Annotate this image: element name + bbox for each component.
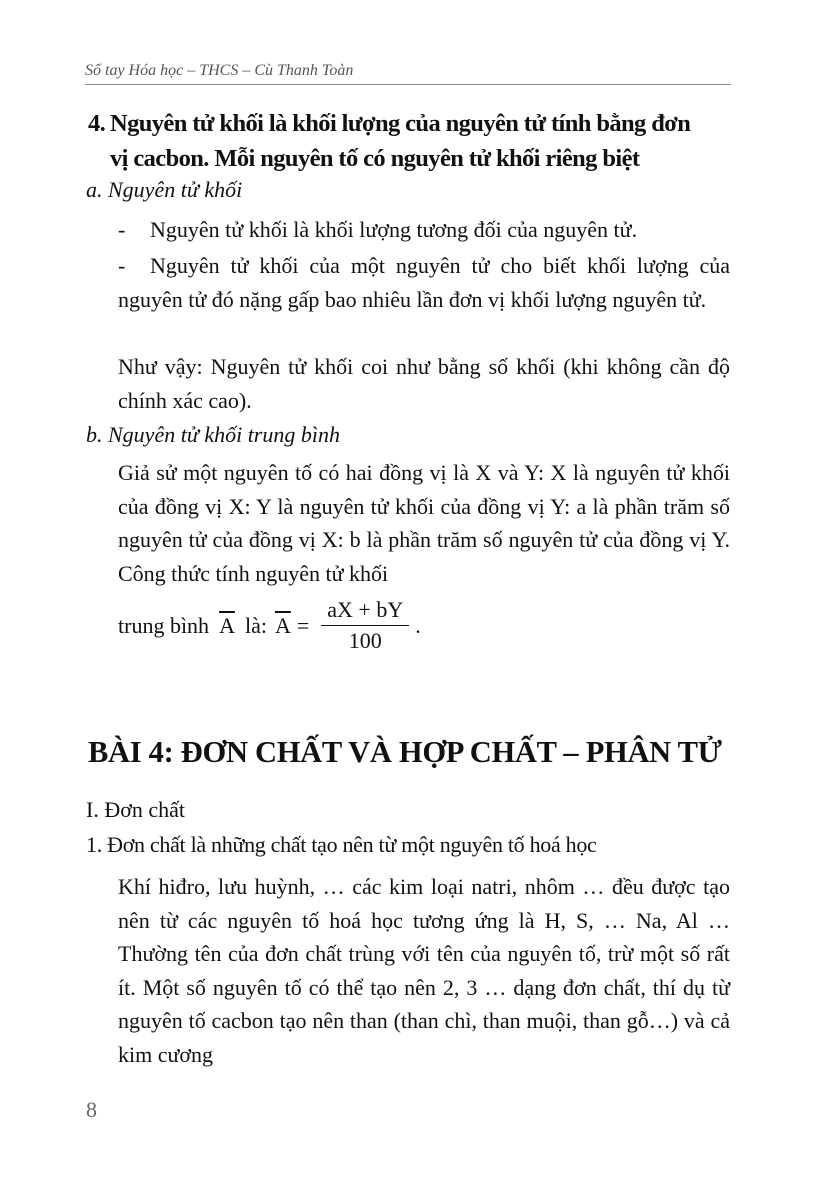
a-bar-symbol: $\overline{A}$ xyxy=(219,612,235,638)
bullet-item xyxy=(118,213,730,247)
elemental-substance-paragraph: Khí hiđro, lưu huỳnh, … các kim loại natri, nhôm … đều được tạo nên từ các nguyên tố hoá học tương ứng là H, S, … Na, Al … Thường tên của đơn chất trùng với tên của nguyên tố, trừ một số rất ít. Một số nguyên tố có thể tạo nên 2, 3 … dạng đơn chất, thí dụ từ nguyên tố cacbon tạo nên than (than chì, than muội, than gỗ…) và cả kim cương xyxy=(118,874,730,1067)
bullet-item xyxy=(118,249,730,316)
formula-prefix: trung bình xyxy=(118,612,210,638)
bullet-text: Nguyên tử khối của một nguyên tử cho biết khối lượng của nguyên tử đó nặng gấp bao nhiêu lần đơn vị khối lượng nguyên tử. xyxy=(118,253,730,312)
denominator: 100 xyxy=(348,628,382,653)
fraction xyxy=(321,597,409,654)
formula-mid: là: xyxy=(244,612,267,638)
formula-end: . xyxy=(415,612,421,638)
section-4-heading xyxy=(88,106,733,176)
subheading-b: b. Nguyên tử khối trung bình xyxy=(86,422,340,447)
running-title: Sổ tay Hóa học – THCS – Cù Thanh Toàn xyxy=(85,62,354,79)
note-paragraph: Như vậy: Nguyên tử khối coi như bằng số khối (khi không cần độ chính xác cao). xyxy=(118,354,730,413)
item-1-heading: 1. Đơn chất là những chất tạo nên từ một nguyên tố hoá học xyxy=(86,832,597,857)
running-header xyxy=(85,62,731,85)
bullet-text: Nguyên tử khối là khối lượng tương đối của nguyên tử. xyxy=(150,217,638,242)
average-mass-formula xyxy=(118,597,421,654)
dash-bullet: - xyxy=(118,253,126,278)
section-i-heading: I. Đơn chất xyxy=(86,797,185,822)
section-number: 4. xyxy=(88,110,106,137)
equals-sign: = xyxy=(296,612,310,638)
dash-bullet: - xyxy=(118,217,126,242)
lesson-title: BÀI 4: ĐƠN CHẤT VÀ HỢP CHẤT – PHÂN TỬ xyxy=(88,735,722,769)
isotope-paragraph: Giả sử một nguyên tố có hai đồng vị là X và Y: X là nguyên tử khối của đồng vị X: Y là nguyên tử khối của đồng vị Y: a là phần trăm số nguyên tử của đồng vị X: b là phần trăm số nguyên tử của đồng vị Y. Công thức tính nguyên tử khối xyxy=(118,460,730,586)
heading-line-1: Nguyên tử khối là khối lượng của nguyên tử tính bằng đơn xyxy=(110,110,691,137)
a-bar-symbol: $\overline{A}$ xyxy=(274,612,291,638)
heading-line-2: vị cacbon. Mỗi nguyên tố có nguyên tử khối riêng biệt xyxy=(110,145,640,172)
page-number: 8 xyxy=(86,1097,97,1122)
numerator: aX + bY xyxy=(321,597,409,626)
subheading-a: a. Nguyên tử khối xyxy=(86,177,243,202)
